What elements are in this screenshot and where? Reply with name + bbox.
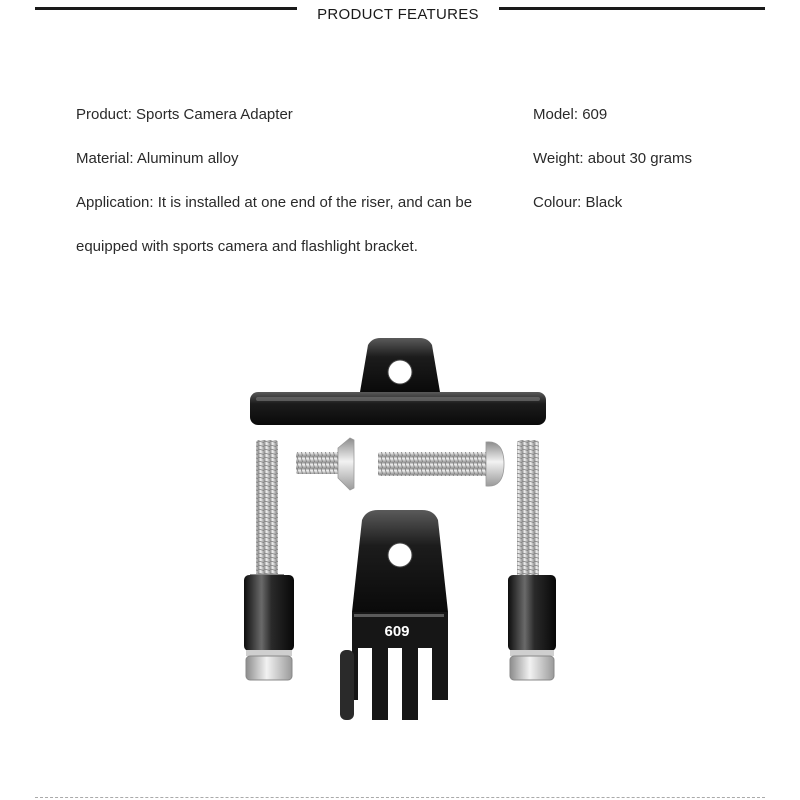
spec-application-line2: equipped with sports camera and flashlight bracket. bbox=[76, 238, 418, 255]
bottom-divider bbox=[35, 797, 765, 798]
engraved-model-number: 609 bbox=[384, 623, 410, 640]
header-divider-left bbox=[35, 7, 297, 10]
spec-application-line1: Application: It is installed at one end of the riser, and can be bbox=[76, 194, 473, 211]
countersunk-screw bbox=[296, 438, 354, 490]
gopro-adapter bbox=[340, 510, 448, 720]
spec-model: Model: 609 bbox=[533, 106, 608, 123]
spec-colour: Colour: Black bbox=[533, 194, 623, 211]
right-bolt bbox=[508, 440, 556, 680]
spec-material: Material: Aluminum alloy bbox=[76, 150, 239, 167]
button-head-screw bbox=[378, 442, 504, 486]
section-title: PRODUCT FEATURES bbox=[317, 6, 479, 23]
left-bolt bbox=[244, 440, 294, 680]
header-divider-right bbox=[499, 7, 765, 10]
spec-product: Product: Sports Camera Adapter bbox=[76, 106, 293, 123]
spec-weight: Weight: about 30 grams bbox=[533, 150, 692, 167]
top-mount-plate bbox=[250, 338, 546, 425]
product-photo bbox=[230, 325, 570, 730]
